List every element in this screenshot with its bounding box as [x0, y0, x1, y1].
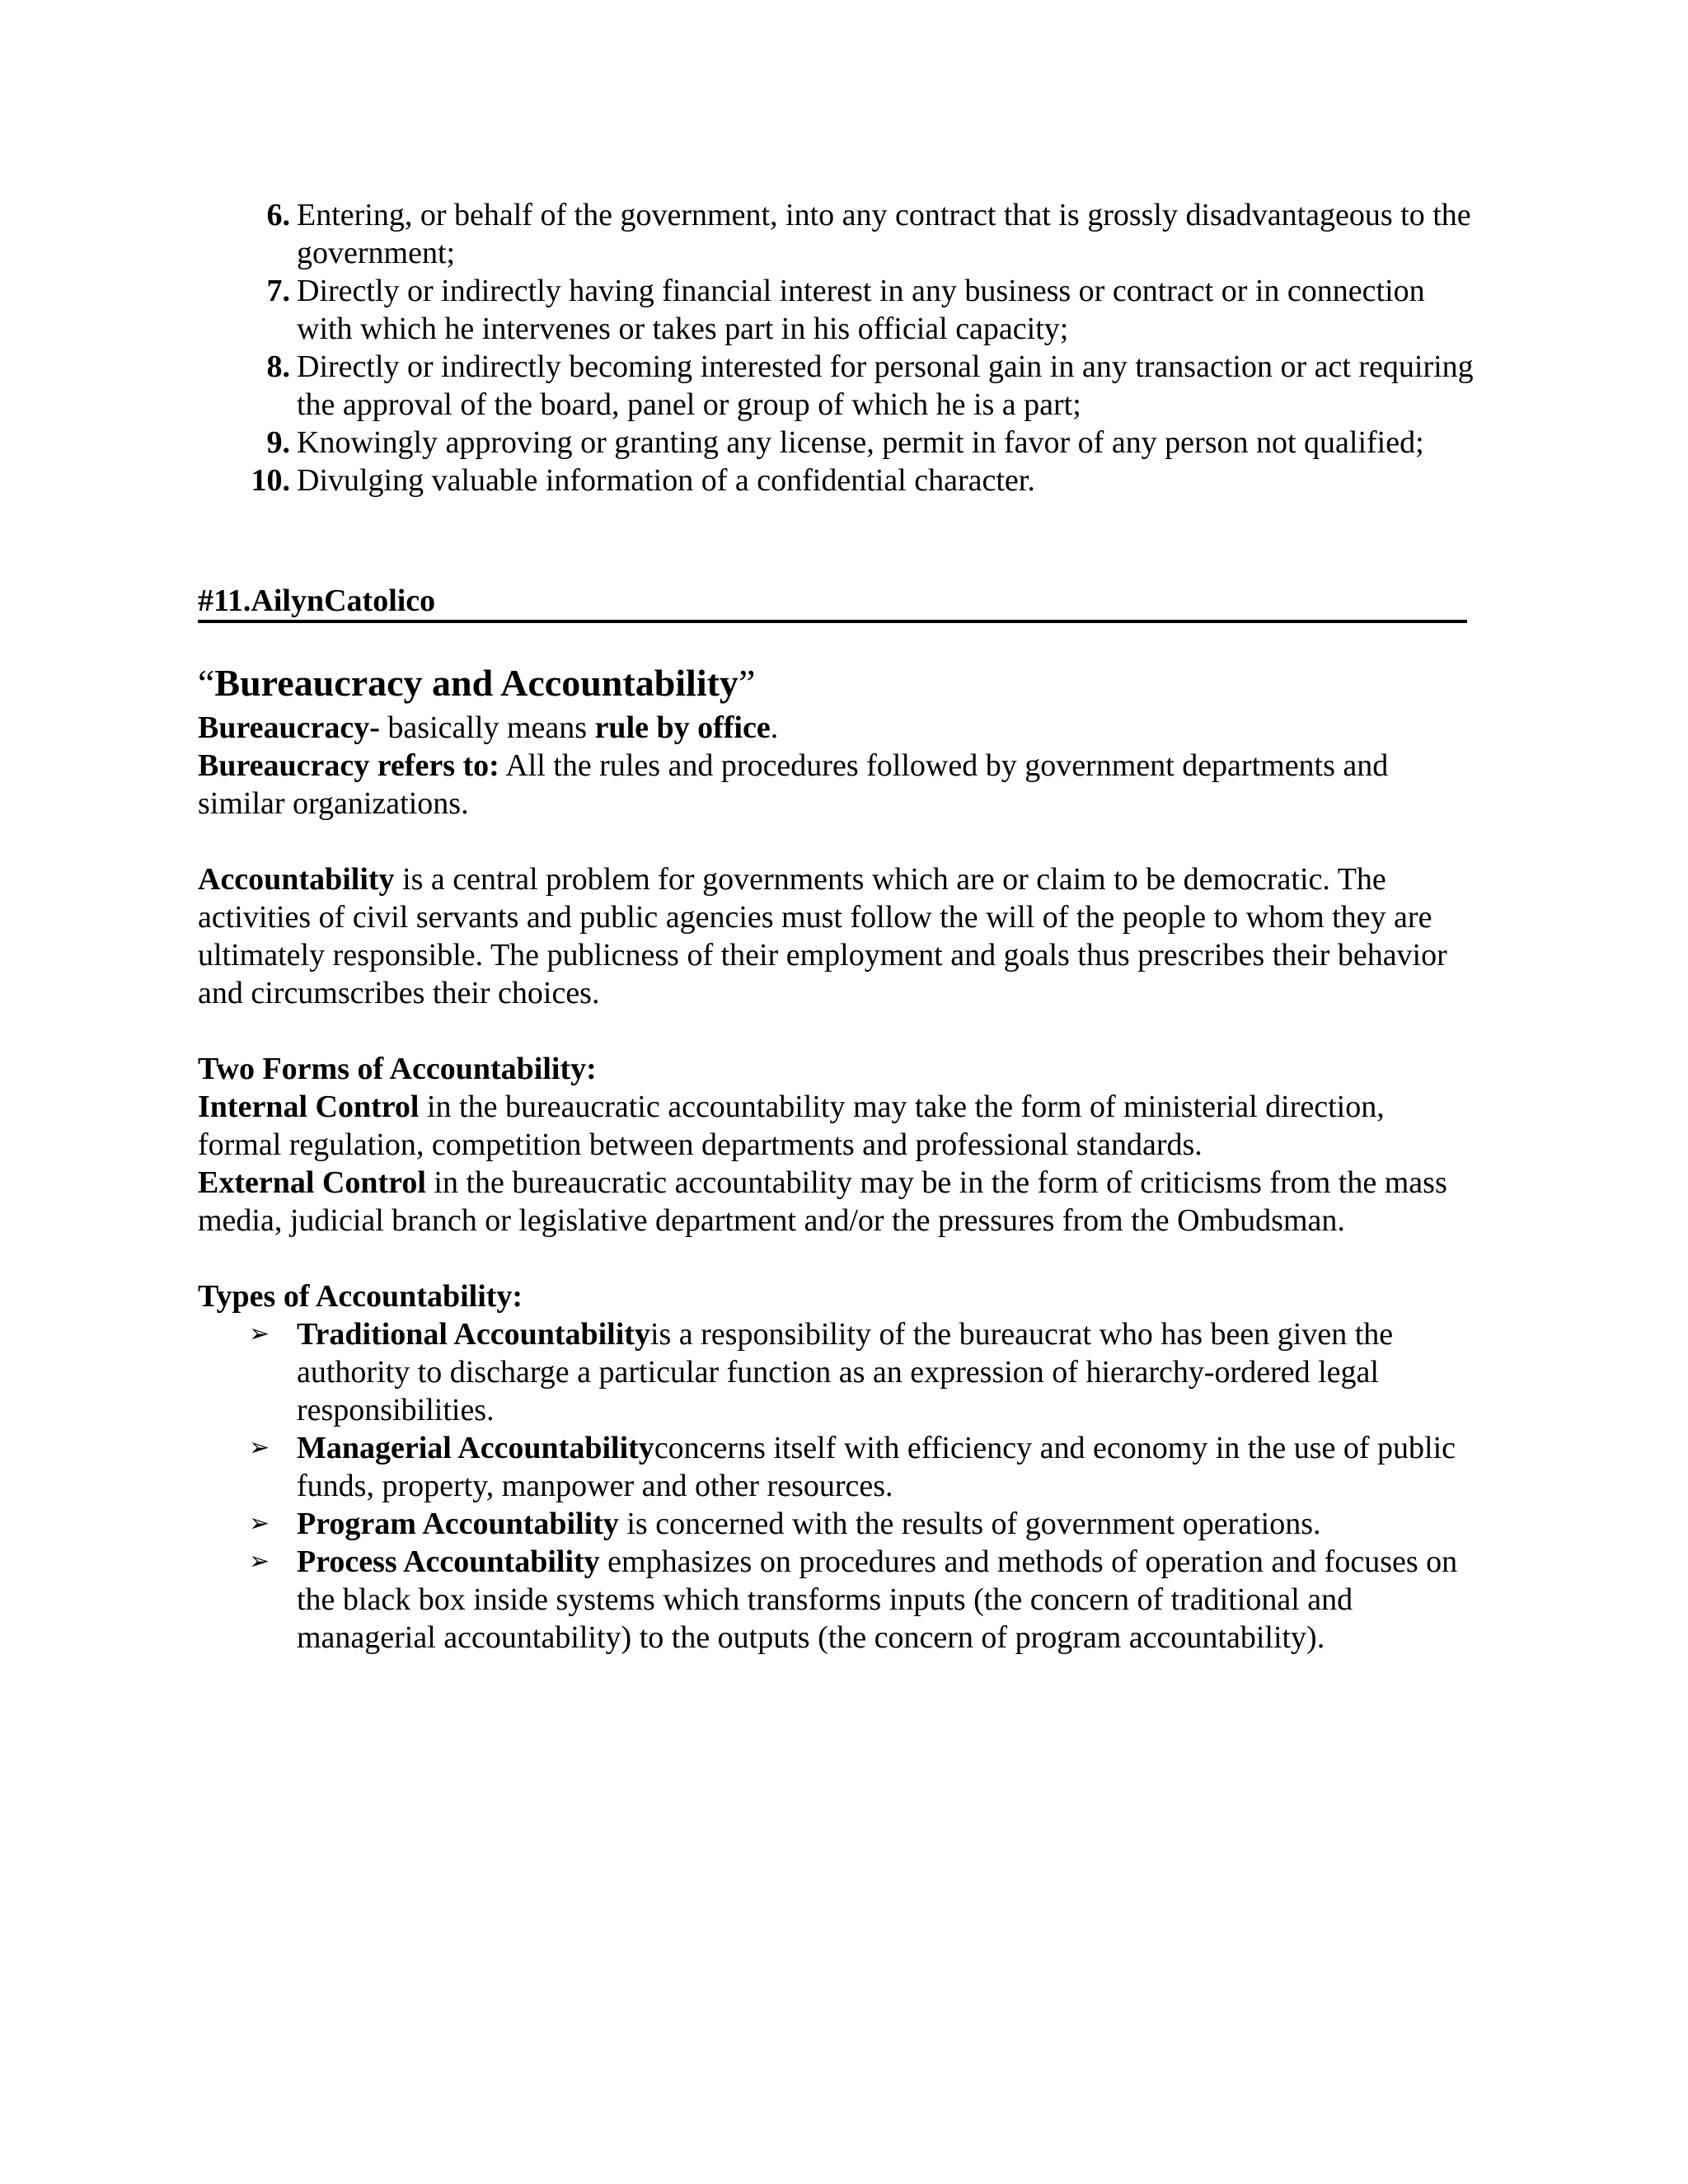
arrow-bullet-icon: ➢ — [249, 1433, 270, 1462]
arrow-bullet-icon: ➢ — [249, 1319, 270, 1348]
page-title — [198, 659, 1471, 707]
main-content — [198, 659, 1471, 1657]
arrow-bullet-icon: ➢ — [249, 1547, 270, 1576]
external-control-label: External Control — [198, 1165, 426, 1200]
list-number: 9. — [266, 425, 290, 460]
type-label: Program Accountability — [297, 1507, 619, 1541]
numbered-list — [198, 196, 1484, 499]
bureaucracy-refers-paragraph — [198, 747, 1471, 823]
list-number: 6. — [266, 198, 290, 232]
bureaucracy-end: . — [770, 710, 779, 745]
open-quote: “ — [198, 662, 215, 704]
list-text: Divulging valuable information of a confidential character. — [297, 463, 1035, 498]
list-item — [198, 424, 1484, 462]
types-list — [198, 1315, 1471, 1657]
accountability-text: is a central problem for governments which are or claim to be democratic. The activities of civil servants and public agencies must follow the will of the people to whom they are ultimately responsible. The publicness of their employment and goals thus prescribes their behavior and circumscribes their choices. — [198, 862, 1447, 1010]
list-text: Entering, or behalf of the government, into any contract that is grossly disadvantageous to the government; — [297, 198, 1471, 270]
list-item — [198, 272, 1484, 348]
list-item — [198, 348, 1484, 424]
types-heading — [198, 1277, 1471, 1315]
bureaucracy-label: Bureaucracy- — [198, 710, 380, 745]
two-forms-heading — [198, 1050, 1471, 1088]
type-text: concerns itself with efficiency and economy in the use of public funds, property, manpower and other resources. — [297, 1431, 1456, 1503]
list-item — [198, 462, 1484, 499]
close-quote: ” — [738, 662, 756, 704]
spacer — [198, 1240, 1471, 1277]
bureaucracy-refers-label: Bureaucracy refers to: — [198, 748, 499, 783]
type-text: is concerned with the results of government operations. — [618, 1507, 1321, 1541]
list-text: Knowingly approving or granting any license, permit in favor of any person not qualified; — [297, 425, 1424, 460]
list-number: 7. — [266, 274, 290, 308]
type-text: emphasizes on procedures and methods of operation and focuses on the black box inside systems which transforms inputs (the concern of traditional and managerial accountability) to the outputs (the concern of program accountability). — [297, 1544, 1458, 1655]
spacer — [198, 823, 1471, 860]
list-item — [198, 196, 1484, 272]
type-label: Traditional Accountability — [297, 1317, 650, 1352]
accountability-paragraph — [198, 860, 1471, 1012]
type-text: is a responsibility of the bureaucrat who has been given the authority to discharge a particular function as an expression of hierarchy-ordered legal responsibilities. — [297, 1317, 1394, 1427]
list-number: 8. — [266, 349, 290, 384]
bureaucracy-emphasis: rule by office — [594, 710, 771, 745]
list-item — [198, 1505, 1471, 1543]
list-text: Directly or indirectly becoming interested for personal gain in any transaction or act requiring the approval of the board, panel or group of which he is a part; — [297, 349, 1474, 422]
list-number: 10. — [251, 463, 290, 498]
internal-control-paragraph — [198, 1088, 1471, 1164]
list-item — [198, 1315, 1471, 1429]
external-control-text: in the bureaucratic accountability may be in the form of criticisms from the mass media, judicial branch or legislative department and/or the pressures from the Ombudsman. — [198, 1165, 1447, 1238]
external-control-paragraph — [198, 1164, 1471, 1240]
bureaucracy-definition — [198, 709, 1471, 747]
bureaucracy-text: basically means — [379, 710, 595, 745]
internal-control-label: Internal Control — [198, 1090, 420, 1124]
internal-control-text: in the bureaucratic accountability may take the form of ministerial direction, formal regulation, competition between departments and professional standards. — [198, 1090, 1385, 1162]
list-item — [198, 1429, 1471, 1505]
list-item — [198, 1543, 1471, 1657]
type-label: Managerial Accountability — [297, 1431, 654, 1465]
arrow-bullet-icon: ➢ — [249, 1509, 270, 1538]
two-forms-heading-text: Two Forms of Accountability: — [198, 1052, 597, 1086]
accountability-label: Accountability — [198, 862, 395, 897]
spacer — [198, 1012, 1471, 1050]
type-label: Process Accountability — [297, 1544, 600, 1579]
section-header: #11.AilynCatolico — [198, 582, 1467, 623]
types-heading-text: Types of Accountability: — [198, 1279, 523, 1314]
list-text: Directly or indirectly having financial interest in any business or contract or in connection with which he intervenes or takes part in his official capacity; — [297, 274, 1425, 346]
bureaucracy-refers-text: All the rules and procedures followed by government departments and similar organizations. — [198, 748, 1389, 821]
title-text: Bureaucracy and Accountability — [214, 662, 738, 704]
